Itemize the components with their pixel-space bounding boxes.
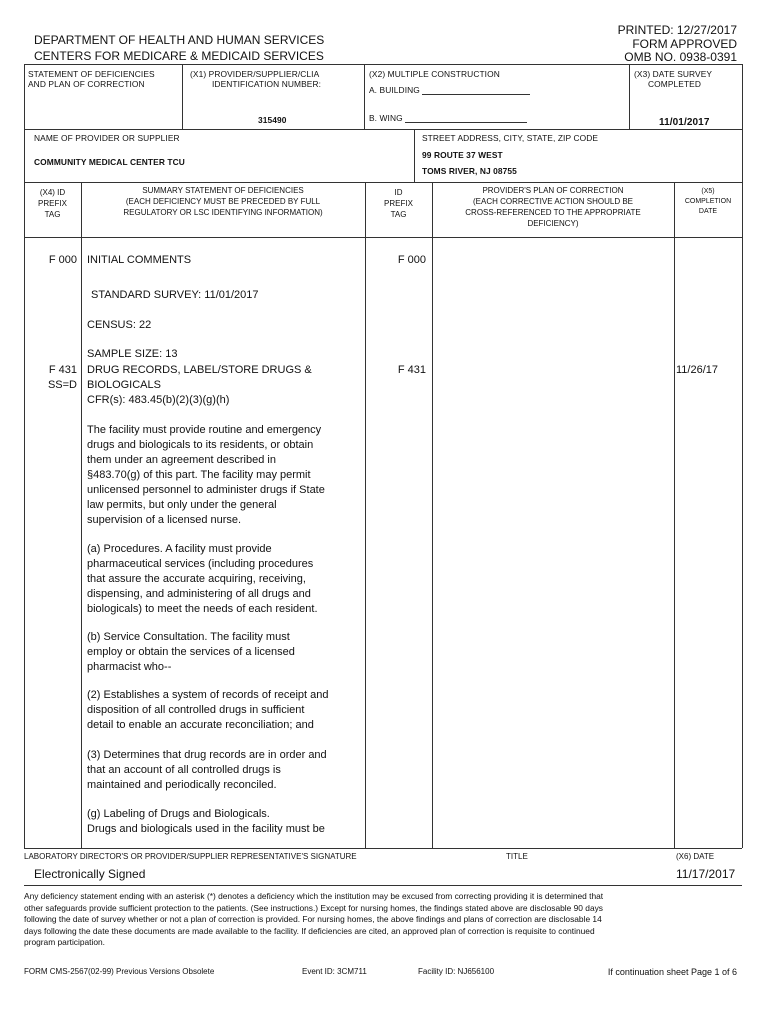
- rule-right: [742, 64, 743, 848]
- x3-label: (X3) DATE SURVEY COMPLETED: [634, 69, 713, 89]
- disclaimer: Any deficiency statement ending with an asterisk (*) denotes a deficiency which the institution may be excused from correcting providing it is determined that other safeguards provide sufficient protection to the patients. (See instructions.) Except for nursing homes, the findings stated above are disclosable 90 days following the date of survey whether or not a plan of correction is provided. For nursing homes, the above findings and plans of correction are disclosable 14 days following the date these documents are made available to the facility. If deficiencies are cited, an approved plan of correction is requisite to continued program participation.: [24, 891, 604, 947]
- facility-id: Facility ID: NJ656100: [418, 967, 495, 976]
- address-line-2: TOMS RIVER, NJ 08755: [422, 166, 517, 176]
- provider-name-label: NAME OF PROVIDER OR SUPPLIER: [34, 133, 180, 143]
- tag-f431: F 431: [48, 364, 77, 376]
- paragraph-records: (2) Establishes a system of records of receipt and disposition of all controlled drugs in sufficient detail to enable an accurate reconciliation; and: [87, 689, 329, 731]
- paragraph-procedures: (a) Procedures. A facility must provide pharmaceutical services (including procedures that assure the accurate acquiring, receiving, dispensing, and administering of all drugs and biologicals) to meet the needs of each resident.: [87, 543, 318, 615]
- cfr-reference: CFR(s): 483.45(b)(2)(3)(g)(h): [87, 394, 230, 406]
- building-field: [369, 85, 530, 95]
- tag-f000-right: F 000: [397, 254, 426, 266]
- building-blank: [422, 86, 530, 95]
- completion-date: 11/26/17: [676, 364, 719, 376]
- rule-x2: [364, 64, 365, 129]
- omb-number: OMB NO. 0938-0391: [624, 50, 737, 64]
- rule-col-plan: [674, 182, 675, 848]
- date-label: (X6) DATE: [676, 852, 715, 861]
- printed-date: PRINTED: 12/27/2017: [617, 23, 737, 37]
- wing-label: B. WING: [369, 113, 403, 123]
- event-id: Event ID: 3CM711: [302, 967, 367, 976]
- survey-completed-date: 11/01/2017: [659, 117, 710, 128]
- paragraph-consultation: (b) Service Consultation. The facility must employ or obtain the services of a licensed pharmacist who--: [87, 631, 295, 673]
- agency-name: CENTERS FOR MEDICARE & MEDICAID SERVICES: [34, 49, 324, 63]
- rule-address: [414, 129, 415, 182]
- f431-title-2: BIOLOGICALS: [87, 379, 161, 391]
- department-name: DEPARTMENT OF HEALTH AND HUMAN SERVICES: [34, 33, 325, 47]
- paragraph-labeling: (g) Labeling of Drugs and Biologicals. Drugs and biologicals used in the facility must be: [87, 808, 325, 835]
- rule-disclaimer: [24, 885, 742, 886]
- rule-col-summary: [365, 182, 366, 848]
- rule-columns: [24, 182, 742, 183]
- rule-x1: [182, 64, 183, 129]
- rule-col-prefix: [81, 182, 82, 848]
- signature-value: Electronically Signed: [34, 867, 146, 881]
- form-number: FORM CMS-2567(02-99) Previous Versions Obsolete: [24, 967, 215, 976]
- address-line-1: 99 ROUTE 37 WEST: [422, 150, 503, 160]
- col-header-x5: (X5) COMPLETION DATE: [684, 188, 732, 215]
- initial-comments: INITIAL COMMENTS: [87, 254, 192, 266]
- paragraph-drugs: The facility must provide routine and emergency drugs and biologicals to its residents, or obtain them under an agreement described in §483.70(g) of this part. The facility may permit unlicensed personnel to administer drugs if State law permits, but only under the general supervision of a licensed nurse.: [87, 424, 325, 526]
- col-header-x4: (X4) ID PREFIX TAG: [38, 188, 67, 219]
- signature-label: LABORATORY DIRECTOR'S OR PROVIDER/SUPPLIER REPRESENTATIVE'S SIGNATURE: [24, 852, 357, 861]
- census: CENSUS: 22: [87, 319, 152, 331]
- rule-signature: [24, 848, 742, 849]
- form-approved: FORM APPROVED: [632, 37, 737, 51]
- building-label: A. BUILDING: [369, 85, 420, 95]
- tag-f000: F 000: [48, 254, 77, 266]
- rule-provider: [24, 129, 742, 130]
- tag-severity: SS=D: [47, 379, 77, 391]
- tag-f431-right: F 431: [397, 364, 426, 376]
- provider-id: 315490: [258, 115, 287, 125]
- signature-date: 11/17/2017: [676, 867, 736, 881]
- paragraph-reconcile: (3) Determines that drug records are in order and that an account of all controlled drugs is maintained and periodically reconciled.: [87, 749, 327, 791]
- rule-body: [24, 237, 742, 238]
- sample-size: SAMPLE SIZE: 13: [87, 348, 178, 360]
- rule-col-id: [432, 182, 433, 848]
- title-label: TITLE: [506, 852, 528, 861]
- provider-name: COMMUNITY MEDICAL CENTER TCU: [34, 157, 185, 167]
- page-number: If continuation sheet Page 1 of 6: [607, 967, 737, 977]
- col-header-id: ID PREFIX TAG: [384, 188, 413, 219]
- x2-label: (X2) MULTIPLE CONSTRUCTION: [369, 69, 500, 79]
- col-header-plan: PROVIDER'S PLAN OF CORRECTION (EACH CORRECTIVE ACTION SHOULD BE CROSS-REFERENCED TO THE APPROPRIATE DEFICIENCY): [465, 186, 641, 228]
- address-label: STREET ADDRESS, CITY, STATE, ZIP CODE: [422, 133, 599, 143]
- rule-top: [24, 64, 742, 65]
- statement-label: STATEMENT OF DEFICIENCIES AND PLAN OF CORRECTION: [28, 69, 155, 89]
- col-header-summary: SUMMARY STATEMENT OF DEFICIENCIES (EACH DEFICIENCY MUST BE PRECEDED BY FULL REGULATORY OR LSC IDENTIFYING INFORMATION): [123, 186, 323, 217]
- wing-field: [369, 113, 527, 123]
- wing-blank: [405, 114, 527, 123]
- rule-x3: [629, 64, 630, 129]
- standard-survey: STANDARD SURVEY: 11/01/2017: [91, 289, 259, 301]
- f431-title-1: DRUG RECORDS, LABEL/STORE DRUGS &: [87, 364, 312, 376]
- x1-label: (X1) PROVIDER/SUPPLIER/CLIA IDENTIFICATION NUMBER:: [190, 69, 322, 89]
- rule-left: [24, 64, 25, 848]
